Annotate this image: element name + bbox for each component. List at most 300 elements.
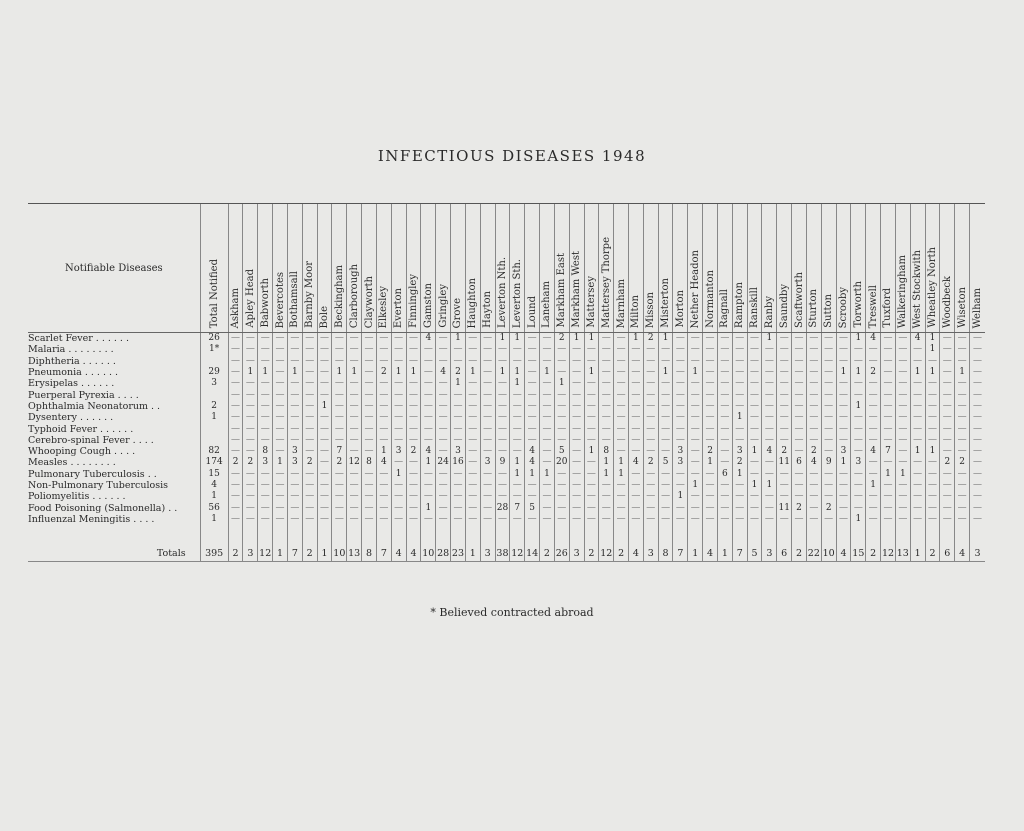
table-cell: —	[258, 401, 273, 412]
disease-label: Malaria . . . . . . . .	[28, 344, 114, 356]
table-cell: 24	[437, 457, 449, 468]
table-cell: 1	[569, 333, 584, 345]
table-cell: —	[421, 412, 436, 423]
table-cell: —	[228, 514, 243, 525]
table-cell: —	[717, 514, 732, 525]
table-cell: —	[747, 491, 762, 502]
table-cell: 3	[287, 457, 302, 468]
table-cell: —	[317, 457, 332, 468]
table-cell: —	[970, 457, 985, 468]
table-cell: —	[717, 457, 732, 468]
table-cell: —	[287, 423, 302, 434]
table-cell: —	[480, 401, 495, 412]
table-cell: —	[940, 412, 955, 423]
table-cell: —	[895, 502, 910, 513]
table-cell: —	[451, 480, 466, 491]
table-cell: 1	[287, 367, 302, 378]
table-cell: —	[940, 491, 955, 502]
table-cell: —	[302, 356, 317, 367]
spacer-cell	[465, 525, 480, 545]
table-cell: —	[658, 356, 673, 367]
table-cell: —	[881, 401, 896, 412]
table-cell: —	[821, 333, 836, 345]
table-cell: —	[881, 423, 896, 434]
table-cell: —	[273, 423, 288, 434]
table-cell: —	[317, 389, 332, 400]
table-cell: —	[273, 344, 288, 355]
column-header	[629, 204, 644, 333]
table-cell: —	[732, 435, 747, 446]
table-cell: —	[762, 469, 777, 480]
column-header	[569, 204, 584, 333]
table-cell: 1	[732, 469, 747, 480]
table-cell: —	[925, 514, 940, 525]
table-cell: 3	[673, 446, 688, 457]
table-cell: —	[510, 356, 525, 367]
total-notified-cell: 29	[200, 367, 228, 378]
table-cell: —	[614, 435, 629, 446]
table-cell: 3	[258, 457, 273, 468]
table-cell: 7	[881, 446, 896, 457]
table-cell: —	[332, 435, 347, 446]
table-cell: —	[287, 491, 302, 502]
column-header	[910, 204, 925, 333]
table-cell: —	[436, 356, 451, 367]
disease-label: Puerperal Pyrexia . . . .	[28, 389, 139, 401]
table-cell: —	[940, 502, 955, 513]
table-cell: —	[643, 435, 658, 446]
table-cell: —	[940, 480, 955, 491]
table-cell: 1	[910, 446, 925, 457]
column-header	[703, 204, 718, 333]
table-cell: —	[658, 514, 673, 525]
column-header-label: Wheatley North	[926, 247, 938, 328]
table-cell: —	[895, 333, 910, 345]
table-cell: —	[792, 446, 807, 457]
column-header-label: Nether Headon	[689, 249, 701, 328]
total-cell: 1	[273, 545, 288, 562]
table-cell: 2	[955, 457, 970, 468]
table-cell: —	[436, 480, 451, 491]
table-cell: —	[866, 356, 881, 367]
table-cell: —	[540, 344, 555, 355]
table-cell: —	[287, 412, 302, 423]
totals-row	[28, 545, 985, 562]
total-cell: 4	[703, 545, 718, 562]
column-header	[658, 204, 673, 333]
table-cell: —	[510, 491, 525, 502]
table-cell: —	[777, 367, 792, 378]
table-cell: 9	[821, 457, 836, 468]
spacer-cell	[821, 525, 836, 545]
total-cell: 1	[910, 545, 925, 562]
table-cell: —	[614, 502, 629, 513]
table-cell: —	[406, 480, 421, 491]
table-cell: —	[673, 367, 688, 378]
table-cell: —	[228, 446, 243, 457]
table-cell: —	[747, 389, 762, 400]
table-cell: —	[421, 367, 436, 378]
table-cell: —	[732, 480, 747, 491]
table-cell: —	[895, 491, 910, 502]
table-cell: —	[273, 469, 288, 480]
table-cell: —	[881, 435, 896, 446]
table-cell: —	[866, 378, 881, 389]
table-cell: —	[480, 389, 495, 400]
table-cell: —	[347, 469, 362, 480]
table-cell: —	[228, 344, 243, 355]
table-cell: —	[806, 435, 821, 446]
table-cell: —	[451, 401, 466, 412]
table-cell: —	[895, 401, 910, 412]
table-cell: —	[925, 401, 940, 412]
table-cell: —	[332, 344, 347, 355]
table-cell: —	[629, 378, 644, 389]
table-cell: —	[688, 333, 703, 345]
table-cell: —	[792, 480, 807, 491]
column-header-label: Markham East	[556, 253, 568, 328]
table-cell: —	[851, 469, 866, 480]
table-cell: —	[866, 389, 881, 400]
table-cell: —	[243, 389, 258, 400]
table-cell: 1	[391, 367, 406, 378]
table-cell: —	[955, 446, 970, 457]
table-row	[28, 423, 985, 434]
table-cell: —	[584, 491, 599, 502]
total-cell: 8	[362, 545, 377, 562]
table-cell: —	[895, 412, 910, 423]
table-cell: —	[836, 502, 851, 513]
total-notified-cell	[200, 389, 228, 400]
table-cell: —	[925, 389, 940, 400]
total-notified-cell: 26	[200, 333, 228, 345]
column-header-label: Ranby	[763, 295, 775, 328]
table-cell: 1	[851, 401, 866, 412]
table-cell: —	[703, 502, 718, 513]
column-header	[599, 204, 614, 333]
disease-label: Typhoid Fever . . . . . .	[28, 423, 134, 435]
spacer-cell	[347, 525, 362, 545]
table-cell: —	[881, 412, 896, 423]
column-header-label: Mattersey	[585, 276, 597, 328]
table-cell: 8	[258, 446, 273, 457]
table-cell: —	[925, 378, 940, 389]
table-cell: —	[925, 480, 940, 491]
table-cell: —	[554, 401, 569, 412]
table-cell: 4	[762, 446, 777, 457]
spacer-cell	[925, 525, 940, 545]
column-header	[806, 204, 821, 333]
table-cell: —	[881, 491, 896, 502]
table-cell: —	[643, 367, 658, 378]
table-cell: 4	[525, 446, 540, 457]
table-cell: —	[703, 378, 718, 389]
table-cell: —	[777, 423, 792, 434]
table-cell: —	[688, 401, 703, 412]
column-header	[525, 204, 540, 333]
table-cell: —	[406, 469, 421, 480]
table-cell: —	[554, 435, 569, 446]
total-cell: 3	[243, 545, 258, 562]
table-cell: —	[258, 333, 273, 345]
table-cell: —	[955, 344, 970, 355]
table-cell: —	[376, 344, 391, 355]
table-cell: —	[910, 401, 925, 412]
table-cell: —	[792, 435, 807, 446]
table-cell: —	[540, 356, 555, 367]
table-cell: —	[391, 401, 406, 412]
table-cell: 2	[332, 457, 347, 468]
column-header-label: Markham West	[571, 251, 583, 328]
table-cell: —	[895, 378, 910, 389]
table-cell: —	[273, 502, 288, 513]
spacer-cell	[881, 525, 896, 545]
table-row	[28, 491, 985, 502]
table-cell: 1	[376, 446, 391, 457]
table-cell: —	[762, 389, 777, 400]
table-cell: —	[287, 435, 302, 446]
column-header	[673, 204, 688, 333]
table-cell: —	[273, 401, 288, 412]
table-cell: —	[525, 333, 540, 345]
table-cell: —	[362, 514, 377, 525]
table-cell: 5	[658, 457, 673, 468]
spacer-cell	[362, 525, 377, 545]
table-cell: —	[970, 514, 985, 525]
table-cell: —	[703, 367, 718, 378]
table-cell: —	[451, 469, 466, 480]
column-header	[554, 204, 569, 333]
table-cell: —	[436, 378, 451, 389]
table-cell: —	[599, 435, 614, 446]
table-cell: —	[732, 333, 747, 345]
table-cell: —	[465, 333, 480, 345]
table-cell: —	[347, 378, 362, 389]
table-cell: —	[406, 435, 421, 446]
table-cell: 2	[866, 367, 881, 378]
table-cell: —	[777, 469, 792, 480]
table-cell: 1	[465, 367, 480, 378]
table-cell: —	[629, 514, 644, 525]
table-cell: —	[258, 514, 273, 525]
table-cell: 1	[747, 446, 762, 457]
table-cell: —	[866, 435, 881, 446]
table-cell: 8	[599, 446, 614, 457]
column-header-row	[28, 204, 985, 333]
table-cell: —	[970, 378, 985, 389]
column-header-label: Gringley	[437, 284, 449, 328]
table-cell: —	[362, 423, 377, 434]
table-cell: —	[703, 356, 718, 367]
table-cell: —	[673, 389, 688, 400]
table-cell: 1	[658, 367, 673, 378]
table-cell: —	[273, 412, 288, 423]
column-header	[406, 204, 421, 333]
table-cell: —	[554, 480, 569, 491]
table-cell: —	[302, 435, 317, 446]
table-cell: —	[643, 423, 658, 434]
table-cell: —	[792, 356, 807, 367]
table-cell: —	[866, 423, 881, 434]
table-cell: —	[658, 389, 673, 400]
table-cell: —	[747, 367, 762, 378]
table-cell: —	[451, 412, 466, 423]
table-cell: —	[777, 491, 792, 502]
table-cell: 4	[525, 457, 540, 468]
table-cell: —	[436, 344, 451, 355]
column-header	[376, 204, 391, 333]
spacer-cell	[703, 525, 718, 545]
table-cell: —	[273, 389, 288, 400]
table-cell: —	[495, 356, 510, 367]
table-cell: —	[806, 401, 821, 412]
table-cell: —	[317, 514, 332, 525]
table-cell: —	[762, 435, 777, 446]
table-cell: —	[495, 514, 510, 525]
total-cell: 3	[970, 545, 985, 562]
total-cell: 14	[525, 545, 540, 562]
table-cell: 2	[732, 457, 747, 468]
column-header-label: Bole	[319, 305, 331, 328]
table-cell: —	[465, 356, 480, 367]
table-cell: —	[569, 401, 584, 412]
table-cell: —	[643, 356, 658, 367]
table-cell: 1	[925, 333, 940, 345]
table-cell: —	[258, 389, 273, 400]
column-header	[347, 204, 362, 333]
table-cell: —	[436, 389, 451, 400]
table-cell: —	[465, 446, 480, 457]
table-cell: —	[910, 480, 925, 491]
table-cell: —	[287, 333, 302, 345]
table-cell: —	[347, 435, 362, 446]
table-cell: —	[421, 401, 436, 412]
table-cell: —	[732, 356, 747, 367]
table-cell: —	[703, 333, 718, 345]
table-cell: 2	[302, 457, 317, 468]
table-cell: —	[821, 378, 836, 389]
total-notified-cell: 15	[200, 469, 228, 480]
table-cell: —	[643, 469, 658, 480]
table-cell: —	[495, 446, 510, 457]
table-cell: —	[658, 423, 673, 434]
table-cell: —	[599, 412, 614, 423]
table-cell: —	[525, 423, 540, 434]
table-cell: —	[806, 367, 821, 378]
table-cell: —	[614, 401, 629, 412]
table-cell: —	[347, 491, 362, 502]
table-cell: —	[569, 344, 584, 355]
table-cell: —	[569, 491, 584, 502]
table-cell: —	[910, 412, 925, 423]
table-cell: —	[436, 502, 451, 513]
table-cell: —	[866, 401, 881, 412]
column-header-label: Woodbeck	[941, 275, 953, 328]
table-cell: —	[540, 457, 555, 468]
table-cell: —	[391, 412, 406, 423]
column-header-label: Elkesley	[378, 285, 390, 328]
table-cell: 1	[451, 333, 466, 345]
table-cell: —	[866, 344, 881, 355]
table-cell: —	[792, 491, 807, 502]
table-cell: —	[658, 491, 673, 502]
table-cell: —	[273, 333, 288, 345]
total-cell: 7	[732, 545, 747, 562]
table-cell: —	[614, 356, 629, 367]
table-cell: —	[910, 435, 925, 446]
column-header	[362, 204, 377, 333]
table-cell: —	[673, 344, 688, 355]
table-cell: —	[421, 435, 436, 446]
table-cell: —	[614, 389, 629, 400]
table-cell: —	[362, 389, 377, 400]
table-cell: 1	[895, 469, 910, 480]
table-cell: —	[317, 367, 332, 378]
table-cell: —	[851, 435, 866, 446]
table-cell: 1	[614, 469, 629, 480]
table-cell: —	[881, 457, 896, 468]
table-cell: —	[332, 491, 347, 502]
table-cell: —	[673, 480, 688, 491]
table-cell: —	[658, 502, 673, 513]
table-cell: —	[317, 446, 332, 457]
table-cell: —	[332, 401, 347, 412]
table-cell: —	[228, 333, 243, 345]
table-cell: —	[347, 502, 362, 513]
table-cell: 4	[629, 457, 644, 468]
table-cell: —	[362, 491, 377, 502]
spacer-cell	[258, 525, 273, 545]
table-cell: —	[391, 502, 406, 513]
column-header-label: Ragnall	[719, 289, 731, 328]
column-header	[688, 204, 703, 333]
column-header	[643, 204, 658, 333]
table-cell: —	[747, 378, 762, 389]
table-cell: —	[836, 401, 851, 412]
table-cell: —	[910, 356, 925, 367]
table-cell: —	[643, 389, 658, 400]
table-cell: —	[495, 469, 510, 480]
table-cell: —	[688, 389, 703, 400]
total-notified-cell: 1*	[200, 344, 228, 355]
total-cell: 2	[302, 545, 317, 562]
table-cell: —	[287, 480, 302, 491]
column-header	[925, 204, 940, 333]
table-cell: —	[821, 480, 836, 491]
table-cell: —	[614, 367, 629, 378]
column-header	[391, 204, 406, 333]
disease-label: Diphtheria . . . . . .	[28, 355, 116, 367]
table-cell: 2	[643, 333, 658, 345]
table-cell: —	[554, 367, 569, 378]
table-cell: 1	[866, 480, 881, 491]
table-cell: —	[970, 367, 985, 378]
table-cell: —	[273, 378, 288, 389]
table-cell: 3	[851, 457, 866, 468]
table-cell: —	[895, 356, 910, 367]
table-cell: —	[302, 469, 317, 480]
table-row	[28, 378, 985, 389]
table-cell: —	[554, 423, 569, 434]
table-cell: —	[436, 491, 451, 502]
table-cell: —	[821, 412, 836, 423]
table-cell: —	[376, 378, 391, 389]
column-header-label: Clarborough	[348, 263, 360, 328]
column-header	[821, 204, 836, 333]
table-cell: —	[792, 401, 807, 412]
table-cell: 1	[510, 457, 525, 468]
table-cell: —	[584, 378, 599, 389]
